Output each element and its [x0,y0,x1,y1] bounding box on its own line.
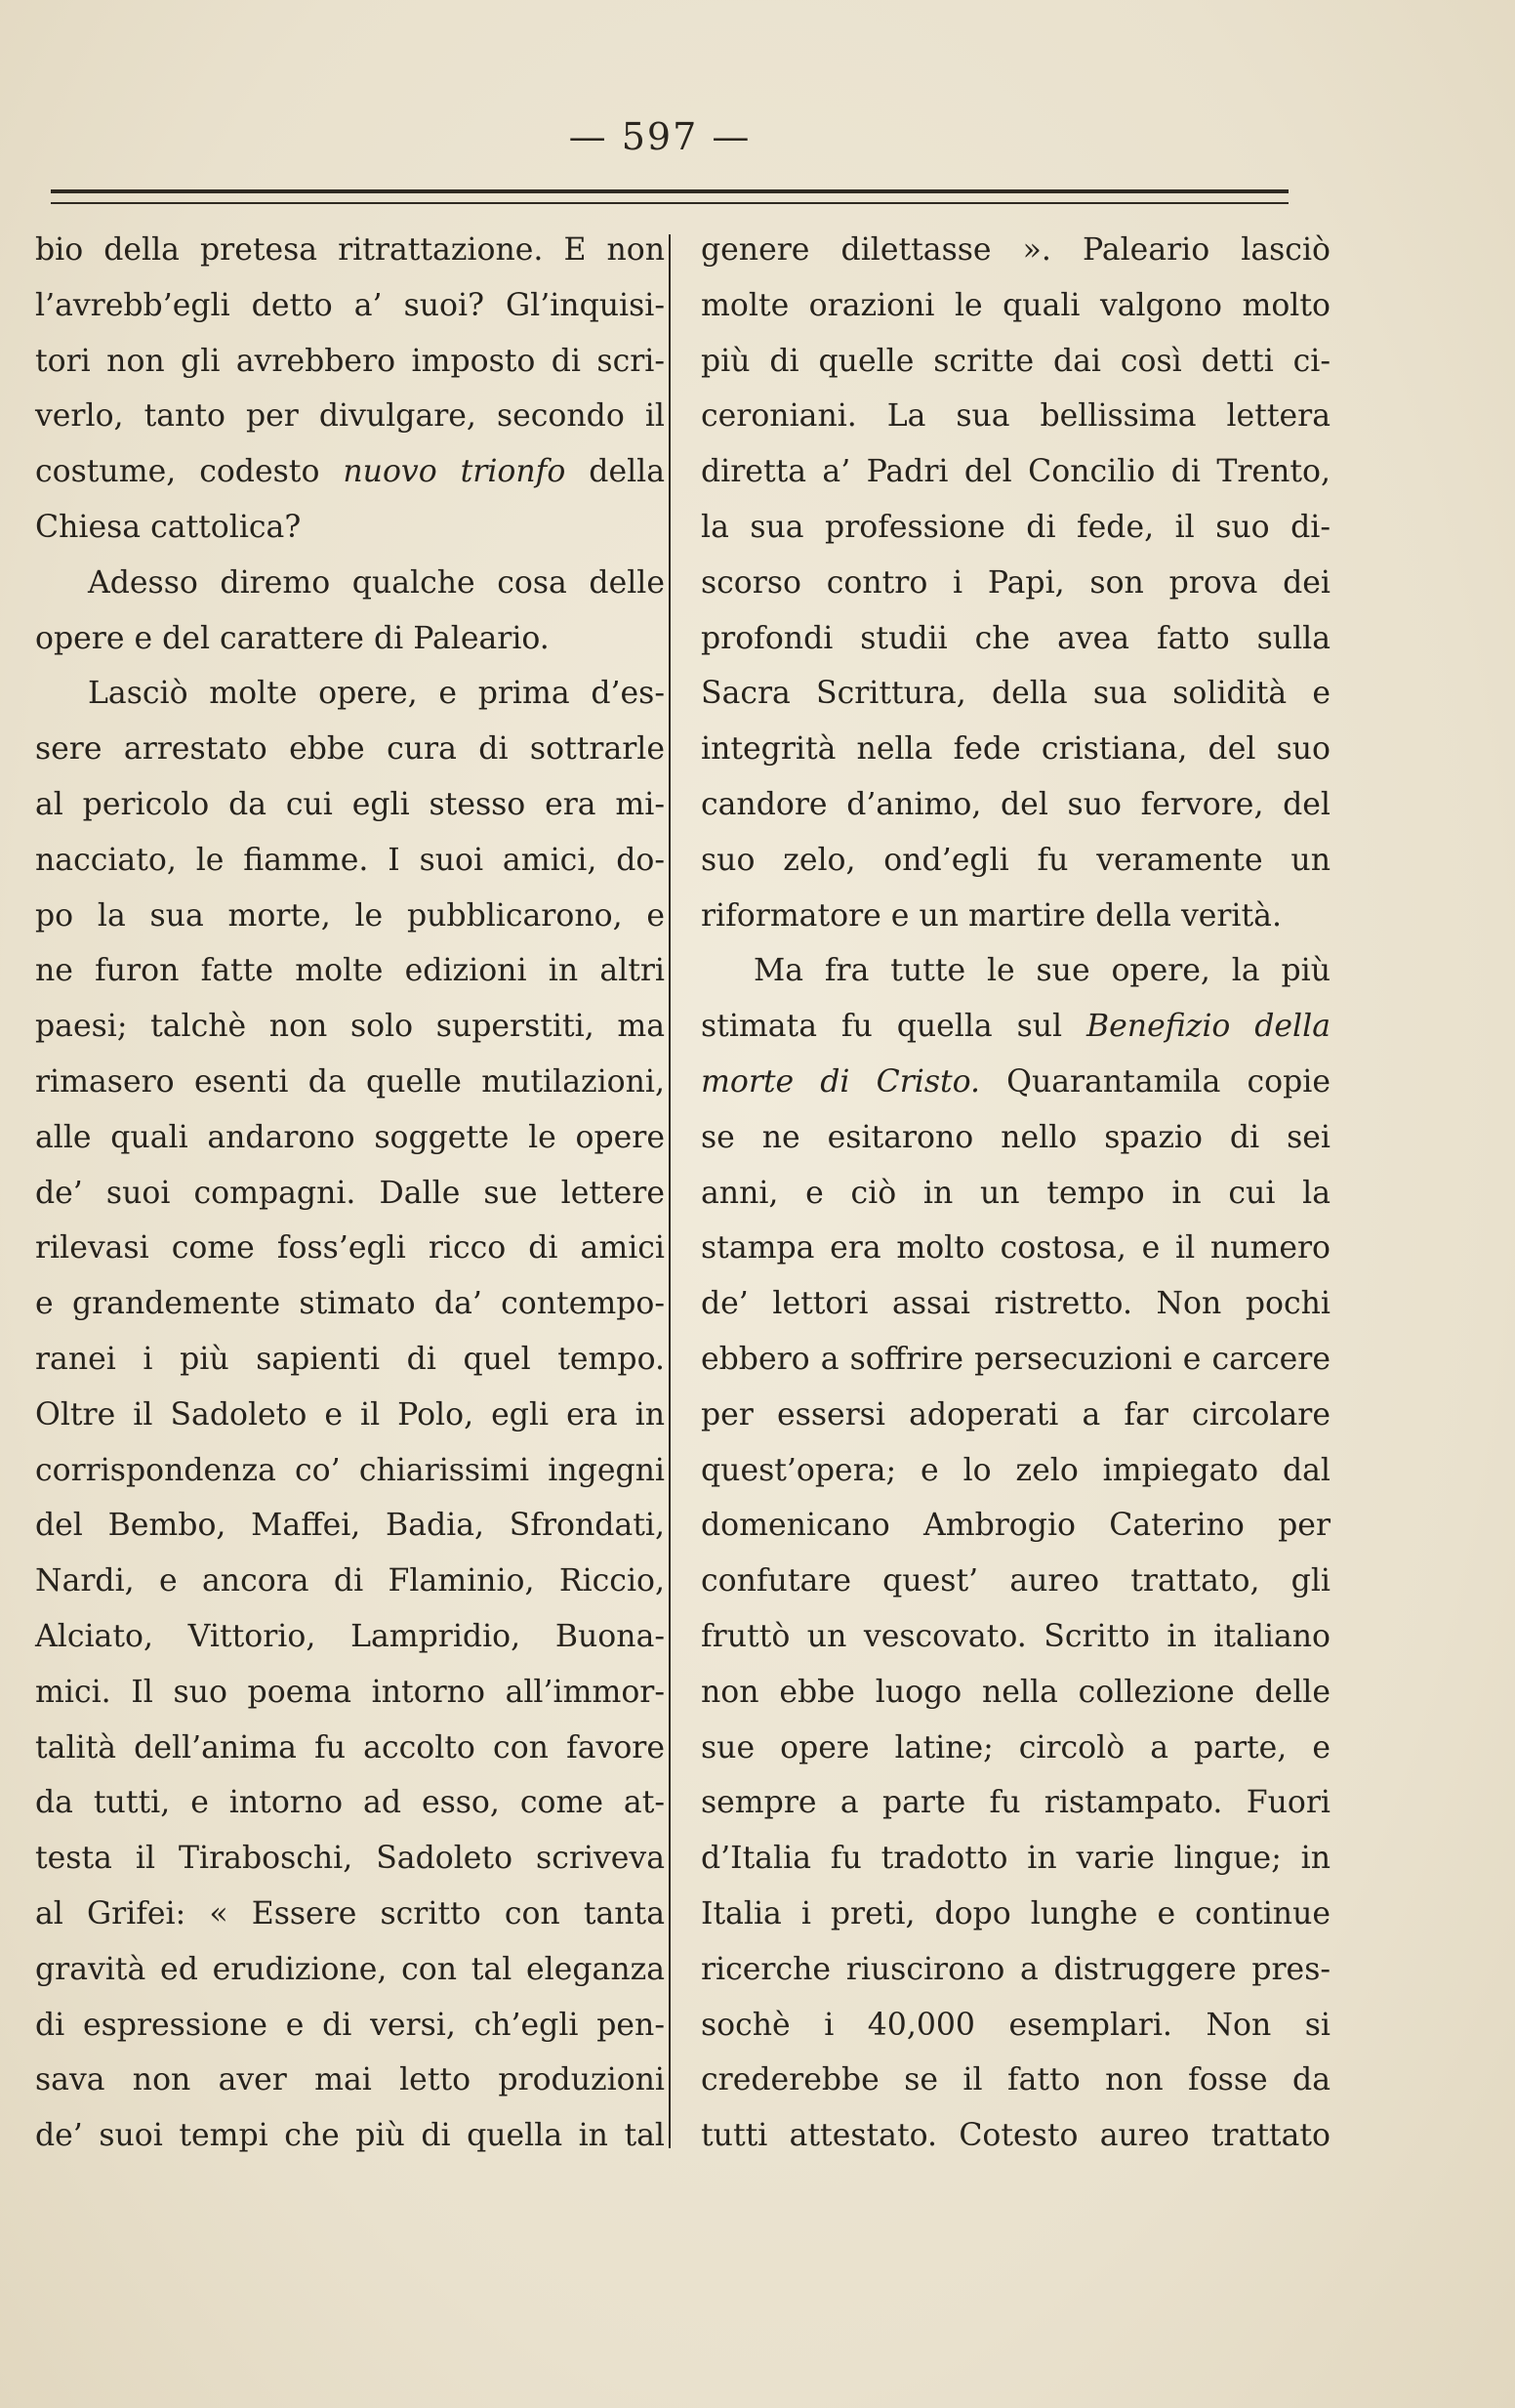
text-line: Ma fra tutte le sue opere, la più [754,953,1331,989]
header-rule [51,189,1289,204]
text-line: domenicano Ambrogio Caterino per [701,1508,1331,1544]
text-line: molte orazioni le quali valgono molto [701,287,1331,323]
text-line: Chiesa cattolica? [35,509,302,545]
text-line: più di quelle scritte dai così detti ci- [701,343,1331,379]
text-line: testa il Tiraboschi, Sadoleto scriveva [35,1841,665,1877]
text-line: ricerche riuscirono a distruggere pres- [701,1951,1331,1987]
column-divider [669,234,671,2148]
text-line: suo zelo, ond’egli fu veramente un [701,842,1331,878]
text-line: rilevasi come foss’egli ricco di amici [35,1230,665,1266]
text-line: de’ suoi tempi che più di quella in tal [35,2118,665,2154]
text-line: genere dilettasse ». Paleario lasciò [701,232,1331,268]
italic-title: morte di Cristo. [701,1063,981,1100]
text-line: ebbero a soffrire persecuzioni e carcere [701,1341,1331,1377]
text-line: Lasciò molte opere, e prima d’es- [88,676,665,712]
text-line: corrispondenza co’ chiarissimi ingegni [35,1452,665,1488]
text-line: l’avrebb’egli detto a’ suoi? Gl’inquisi- [35,287,665,323]
text-line: alle quali andarono soggette le opere [35,1119,665,1155]
right-text-column [701,223,1331,2164]
text-line: gravità ed erudizione, con tal eleganza [35,1951,665,1987]
text-line: per essersi adoperati a far circolare [701,1396,1331,1432]
text-line: sava non aver mai letto produzioni [35,2062,665,2098]
text-line: anni, e ciò in un tempo in cui la [701,1175,1331,1211]
italic-title: nuovo trionfo [343,454,566,490]
text-line: opere e del carattere di Paleario. [35,620,550,656]
text-line: nacciato, le fiamme. I suoi amici, do- [35,842,665,878]
text-line: quest’opera; e lo zelo impiegato dal [701,1452,1331,1488]
text-line: de’ lettori assai ristretto. Non pochi [701,1286,1331,1322]
text-line: Oltre il Sadoleto e il Polo, egli era in [35,1396,665,1432]
text-line: Italia i preti, dopo lunghe e continue [701,1895,1331,1931]
text-line: Adesso diremo qualche cosa delle [88,564,665,601]
text-line: riformatore e un martire della verità. [701,897,1282,934]
text-line: stimata fu quella sul Benefizio della [701,1009,1331,1045]
text-line: sempre a parte fu ristampato. Fuori [701,1785,1331,1821]
text-line: Nardi, e ancora di Flaminio, Riccio, [35,1563,665,1599]
text-line: d’Italia fu tradotto in varie lingue; in [701,1841,1331,1877]
text-line: bio della pretesa ritrattazione. E non [35,232,665,268]
text-line: candore d’animo, del suo fervore, del [701,786,1331,822]
text-line: Sacra Scrittura, della sua solidità e [701,676,1331,712]
text-line: ranei i più sapienti di quel tempo. [35,1341,665,1377]
text-line: paesi; talchè non solo superstiti, ma [35,1009,665,1045]
text-line: fruttò un vescovato. Scritto in italiano [701,1618,1331,1654]
text-line: stampa era molto costosa, e il numero [701,1230,1331,1266]
text-line: po la sua morte, le pubblicarono, e [35,897,665,934]
text-line: confutare quest’ aureo trattato, gli [701,1563,1331,1599]
text-line: costume, codesto nuovo trionfo della [35,454,666,490]
text-line: non ebbe luogo nella collezione delle [701,1674,1331,1710]
text-line: la sua professione di fede, il suo di- [701,509,1331,545]
text-line: del Bembo, Maffei, Badia, Sfrondati, [35,1508,665,1544]
text-line: da tutti, e intorno ad esso, come at- [35,1785,665,1821]
text-line: profondi studii che avea fatto sulla [701,620,1331,656]
text-line: di espressione e di versi, ch’egli pen- [35,2007,665,2043]
italic-title: Benefizio della [1086,1009,1331,1045]
text-line: Alciato, Vittorio, Lampridio, Buona- [35,1618,665,1654]
text-line: ne furon fatte molte edizioni in altri [35,953,665,989]
text-line: scorso contro i Papi, son prova dei [701,564,1331,601]
text-line: crederebbe se il fatto non fosse da [701,2062,1331,2098]
text-line: se ne esitarono nello spazio di sei [701,1119,1331,1155]
text-line: de’ suoi compagni. Dalle sue lettere [35,1175,665,1211]
text-line: mici. Il suo poema intorno all’immor- [35,1674,665,1710]
text-line: e grandemente stimato da’ contempo- [35,1286,665,1322]
text-line: sochè i 40,000 esemplari. Non si [701,2007,1331,2043]
text-line: tutti attestato. Cotesto aureo trattato [701,2118,1331,2154]
text-line: integrità nella fede cristiana, del suo [701,731,1331,768]
text-line: al pericolo da cui egli stesso era mi- [35,786,665,822]
text-line: sue opere latine; circolò a parte, e [701,1729,1331,1765]
text-line: morte di Cristo. Quarantamila copie [701,1063,1331,1100]
left-text-column [35,223,665,2164]
text-line: talità dell’anima fu accolto con favore [35,1729,665,1765]
page-number: — 597 — [568,115,752,158]
text-line: tori non gli avrebbero imposto di scri- [35,343,665,379]
text-line: rimasero esenti da quelle mutilazioni, [35,1063,665,1100]
text-line: al Grifei: « Essere scritto con tanta [35,1895,665,1931]
text-line: ceroniani. La sua bellissima lettera [701,398,1331,435]
text-line: diretta a’ Padri del Concilio di Trento, [701,454,1331,490]
text-line: sere arrestato ebbe cura di sottrarle [35,731,665,768]
text-line: verlo, tanto per divulgare, secondo il [35,398,665,435]
